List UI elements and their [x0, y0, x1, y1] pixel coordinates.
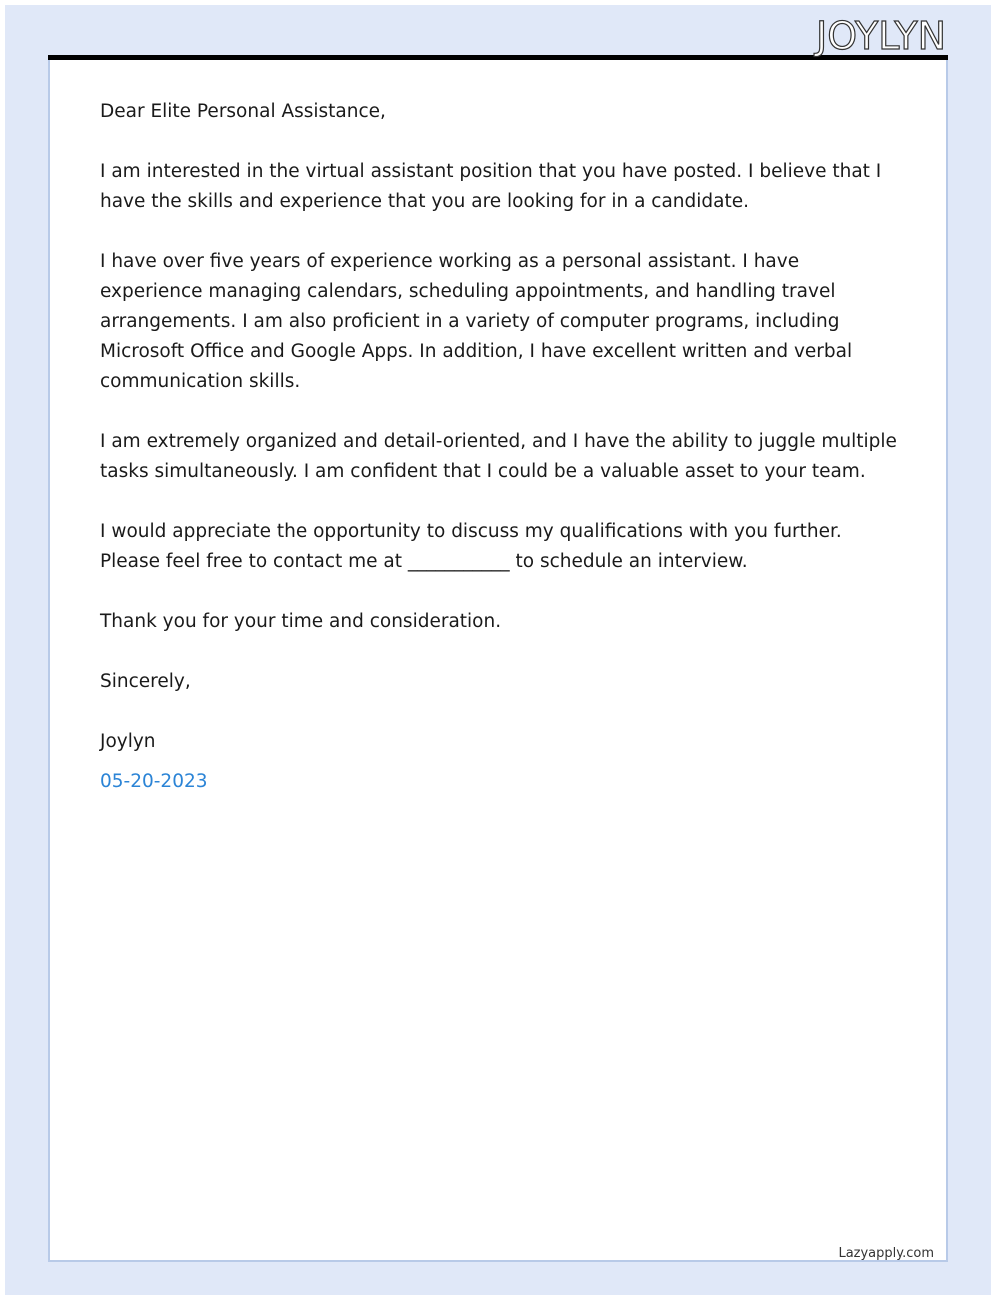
paragraph-5: Thank you for your time and consideration.	[100, 611, 502, 632]
paragraph-3: I am extremely organized and detail-oriented, and I have the ability to juggle multiple tasks simultaneously. I am confident that I could be a valuable asset to your team.	[100, 431, 897, 482]
footer-watermark: Lazyapply.com	[838, 1246, 934, 1261]
signature: Joylyn	[100, 731, 156, 752]
header-rule	[48, 55, 948, 60]
letter-date: 05-20-2023	[100, 771, 208, 792]
paragraph-4: I would appreciate the opportunity to discuss my qualifications with you further. Please feel free to contact me at ___________ to schedule an interview.	[100, 521, 842, 572]
letter-body	[100, 97, 900, 827]
paragraph-2: I have over five years of experience working as a personal assistant. I have experience managing calendars, scheduling appointments, and handling travel arrangements. I am also proficient in a variety of computer programs, including Microsoft Office and Google Apps. In addition, I have excellent written and verbal communication skills.	[100, 251, 853, 392]
paragraph-1: I am interested in the virtual assistant position that you have posted. I believe that I have the skills and experience that you are looking for in a candidate.	[100, 161, 882, 212]
greeting: Dear Elite Personal Assistance,	[100, 101, 386, 122]
closing: Sincerely,	[100, 671, 191, 692]
header-name: JOYLYN	[815, 14, 946, 58]
